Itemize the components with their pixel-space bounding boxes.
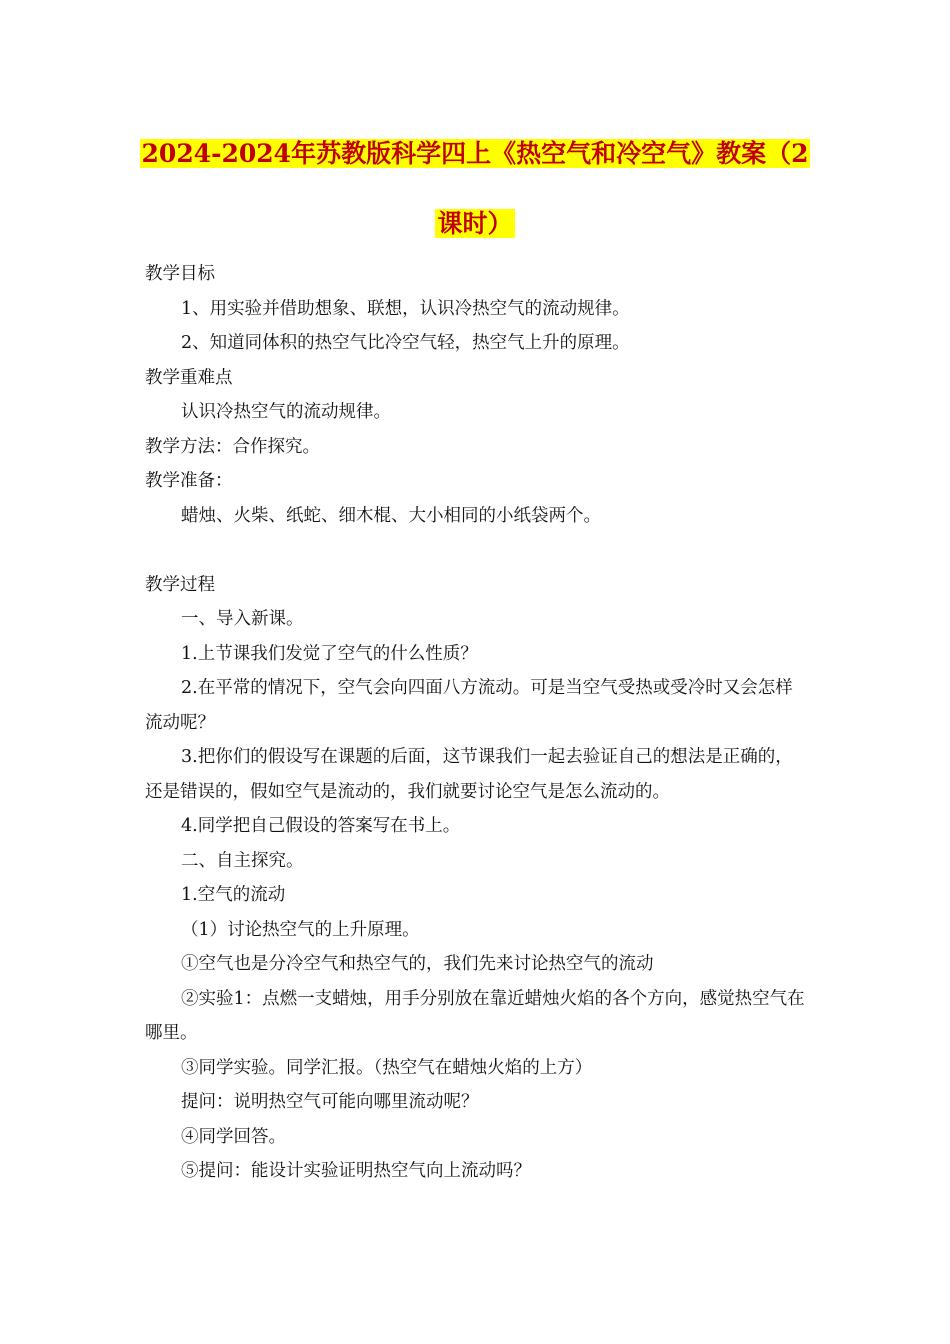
- goals-heading: 教学目标: [145, 264, 215, 284]
- flow-heading: 1.空气的流动: [181, 885, 286, 905]
- question-3: 3.把你们的假设写在课题的后面，这节课我们一起去验证自己的想法是正确的，还是错误的，假如空气是流动的，我们就要讨论空气是怎么流动的。: [145, 747, 793, 802]
- difficulty-heading: 教学重难点: [145, 367, 233, 388]
- question-1: 1.上节课我们发觉了空气的什么性质？: [181, 643, 478, 664]
- ask-item-1: 提问：说明热空气可能向哪里流动呢？: [181, 1092, 479, 1112]
- goal-item-1: 1、用实验并借助想象、联想，认识冷热空气的流动规律。: [181, 298, 630, 319]
- step2-heading: 二、自主探究。: [181, 850, 304, 871]
- sub-item-1: （1）讨论热空气的上升原理。: [181, 919, 420, 940]
- prep-text: 蜡烛、火柴、纸蛇、细木棍、大小相同的小纸袋两个。: [181, 505, 601, 526]
- document-title-line-2: [0, 204, 950, 244]
- circled-item-1: ①空气也是分冷空气和热空气的，我们先来讨论热空气的流动: [181, 954, 654, 974]
- blank-line: [145, 533, 810, 568]
- circled-item-3: ③同学实验。同学汇报。（热空气在蜡烛火焰的上方）: [181, 1057, 593, 1078]
- title-text-2: 课时）: [437, 209, 513, 238]
- question-4: 4.同学把自己假设的答案写在书上。: [181, 816, 461, 836]
- method-text: 教学方法：合作探究。: [145, 436, 320, 457]
- goal-item-2: 2、知道同体积的热空气比冷空气轻，热空气上升的原理。: [181, 333, 630, 353]
- circled-item-4: ④同学回答。: [181, 1126, 286, 1147]
- title-text-1: 2024-2024年苏教版科学四上《热空气和冷空气》教案（2: [141, 139, 809, 168]
- question-2: 2.在平常的情况下，空气会向四面八方流动。可是当空气受热或受冷时又会怎样流动呢？: [145, 678, 793, 733]
- circled-item-2: ②实验1：点燃一支蜡烛，用手分别放在靠近蜡烛火焰的各个方向，感觉热空气在哪里。: [145, 988, 805, 1043]
- process-heading: 教学过程: [145, 574, 215, 595]
- document-title-line-1: [0, 134, 950, 174]
- document-body: [145, 257, 810, 1189]
- circled-item-5: ⑤提问：能设计实验证明热空气向上流动吗？: [181, 1161, 531, 1181]
- step1-heading: 一、导入新课。: [181, 609, 304, 629]
- difficulty-text: 认识冷热空气的流动规律。: [181, 402, 391, 422]
- prep-heading: 教学准备：: [145, 471, 233, 491]
